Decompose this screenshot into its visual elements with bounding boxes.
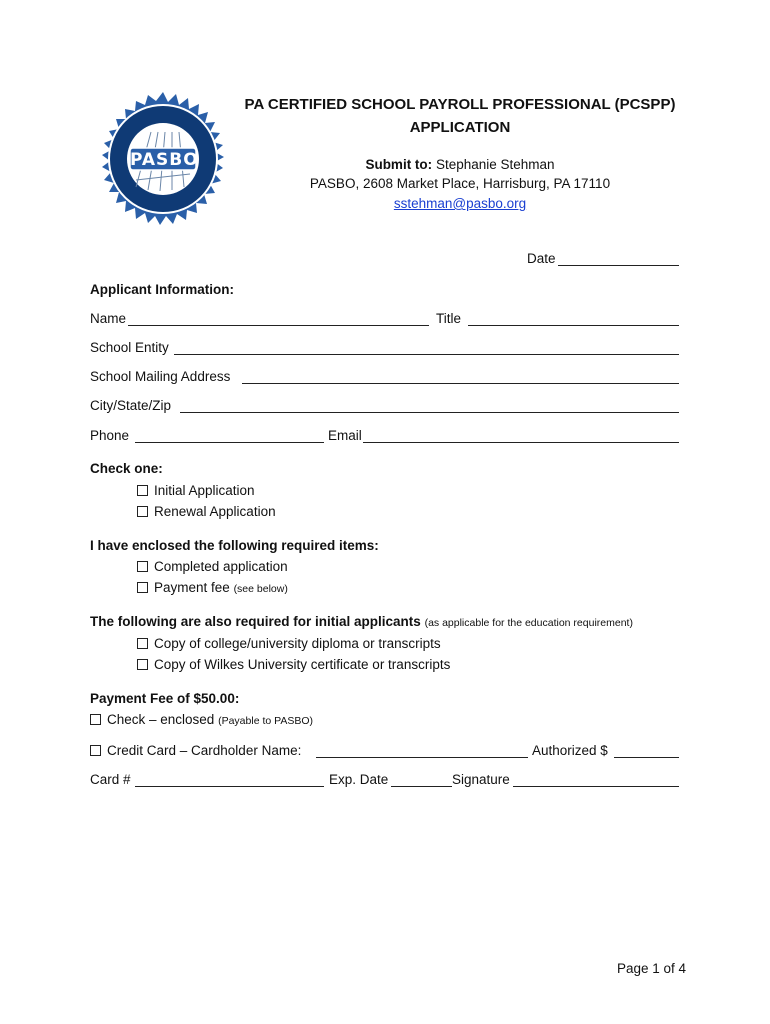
phone-field[interactable]	[135, 442, 324, 443]
initial-requirements-note: (as applicable for the education requirement)	[424, 617, 633, 629]
credit-card-checkbox[interactable]	[90, 745, 101, 756]
completed-application-label: Completed application	[154, 559, 288, 574]
wilkes-option[interactable]	[137, 657, 450, 672]
pasbo-logo	[96, 92, 230, 226]
mailing-address-label: School Mailing Address	[90, 369, 231, 384]
title-field[interactable]	[468, 325, 679, 326]
date-label: Date	[527, 251, 556, 266]
check-enclosed-note: (Payable to PASBO)	[218, 715, 314, 727]
payment-fee-option[interactable]	[137, 580, 288, 595]
enclosed-heading: I have enclosed the following required items:	[90, 538, 379, 553]
payment-fee-checkbox[interactable]	[137, 582, 148, 593]
submit-to-label: Submit to:	[365, 157, 433, 172]
initial-requirements-line	[90, 614, 633, 629]
title-label: Title	[436, 311, 462, 326]
payment-fee-note: (see below)	[233, 583, 288, 595]
exp-date-field[interactable]	[391, 786, 452, 787]
diploma-option[interactable]	[137, 636, 441, 651]
name-field[interactable]	[128, 325, 429, 326]
form-title-line1: PA CERTIFIED SCHOOL PAYROLL PROFESSIONAL (PCSPP)	[244, 96, 676, 113]
submit-address: PASBO, 2608 Market Place, Harrisburg, PA 17110	[309, 176, 611, 191]
city-state-zip-field[interactable]	[180, 412, 679, 413]
school-entity-field[interactable]	[174, 354, 679, 355]
credit-card-option[interactable]	[90, 743, 301, 758]
renewal-application-checkbox[interactable]	[137, 506, 148, 517]
form-title-line2: APPLICATION	[409, 119, 511, 136]
city-state-zip-label: City/State/Zip	[90, 398, 172, 413]
check-one-heading: Check one:	[90, 461, 163, 476]
signature-field[interactable]	[513, 786, 679, 787]
signature-label: Signature	[452, 772, 510, 787]
check-enclosed-checkbox[interactable]	[90, 714, 101, 725]
credit-card-label: Credit Card – Cardholder Name:	[107, 743, 302, 758]
logo-text: PASBO	[130, 150, 199, 170]
renewal-application-option[interactable]	[137, 504, 276, 519]
completed-application-option[interactable]	[137, 559, 288, 574]
authorized-label: Authorized $	[532, 743, 608, 758]
wilkes-label: Copy of Wilkes University certificate or transcripts	[154, 657, 451, 672]
initial-application-checkbox[interactable]	[137, 485, 148, 496]
cardholder-name-field[interactable]	[316, 757, 528, 758]
submit-to-name: Stephanie Stehman	[435, 157, 555, 172]
email-field[interactable]	[363, 442, 679, 443]
wilkes-checkbox[interactable]	[137, 659, 148, 670]
submit-to-line	[230, 157, 690, 172]
completed-application-checkbox[interactable]	[137, 561, 148, 572]
exp-date-label: Exp. Date	[329, 772, 389, 787]
submit-email-wrap	[230, 196, 690, 211]
applicant-heading: Applicant Information:	[90, 282, 234, 297]
school-entity-label: School Entity	[90, 340, 169, 355]
check-enclosed-option[interactable]	[90, 712, 313, 727]
card-number-field[interactable]	[135, 786, 324, 787]
date-field[interactable]	[558, 265, 679, 266]
submit-email-link[interactable]: sstehman@pasbo.org	[393, 196, 527, 211]
email-label: Email	[328, 428, 362, 443]
name-label: Name	[90, 311, 127, 326]
initial-application-label: Initial Application	[154, 483, 255, 498]
renewal-application-label: Renewal Application	[154, 504, 276, 519]
authorized-amount-field[interactable]	[614, 757, 679, 758]
initial-requirements-heading: The following are also required for initial applicants	[90, 614, 421, 629]
initial-application-option[interactable]	[137, 483, 255, 498]
mailing-address-field[interactable]	[242, 383, 679, 384]
diploma-label: Copy of college/university diploma or transcripts	[154, 636, 441, 651]
phone-label: Phone	[90, 428, 130, 443]
card-number-label: Card #	[90, 772, 131, 787]
diploma-checkbox[interactable]	[137, 638, 148, 649]
payment-fee-label: Payment fee	[154, 580, 230, 595]
page-number: Page 1 of 4	[617, 961, 687, 976]
check-enclosed-label: Check – enclosed	[107, 712, 215, 727]
payment-heading: Payment Fee of $50.00:	[90, 691, 240, 706]
